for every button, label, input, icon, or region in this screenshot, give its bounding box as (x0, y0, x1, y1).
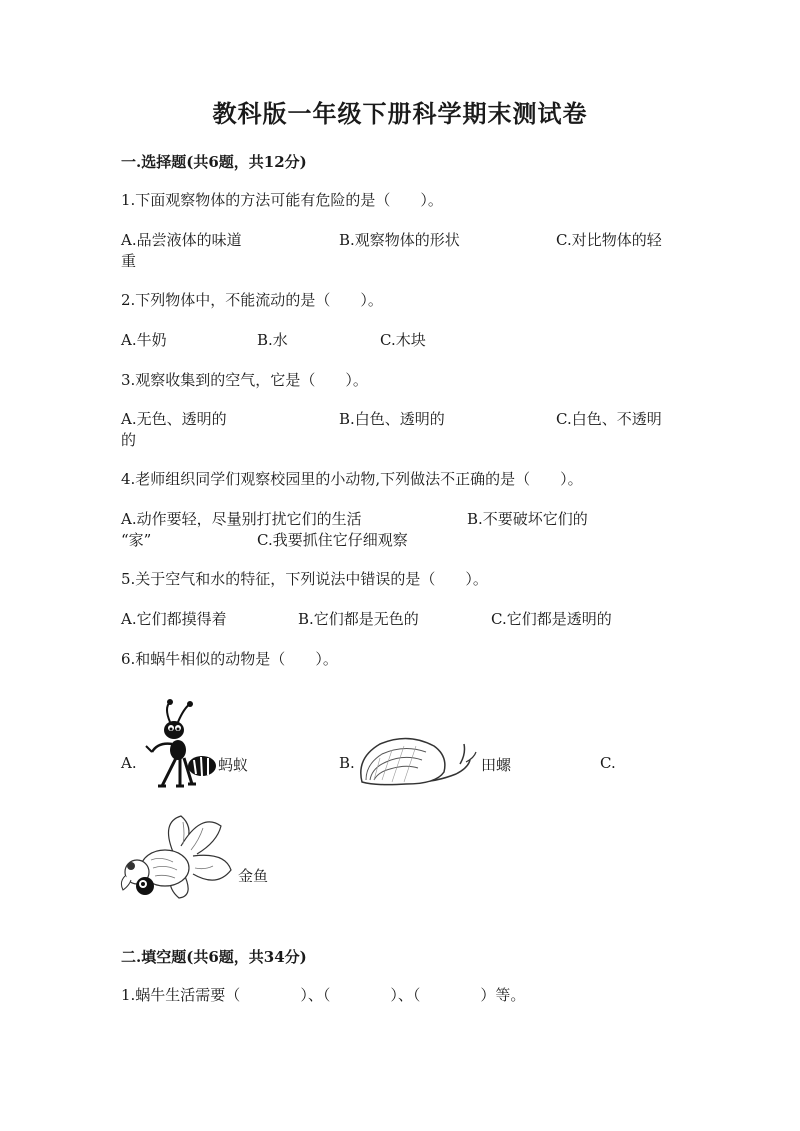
question-3-option-c: C.白色、不透明 (556, 410, 662, 428)
question-6-option-c-letter: C. (600, 754, 616, 772)
question-5-stem: 5.关于空气和水的特征，下列说法中错误的是（ ）。 (121, 570, 488, 588)
fill-question-1-stem: 1.蜗牛生活需要（ ）、（ ）、（ ）等。 (121, 986, 526, 1004)
question-1-option-c: C.对比物体的轻 (556, 231, 662, 249)
question-3-option-b: B.白色、透明的 (339, 410, 445, 428)
question-6-option-b-label: 田螺 (481, 756, 512, 774)
question-3-option-a: A.无色、透明的 (121, 410, 227, 428)
question-3-stem: 3.观察收集到的空气，它是（ ）。 (121, 371, 368, 389)
question-6-option-c-label: 金鱼 (238, 867, 269, 885)
question-6-option-a-letter: A. (121, 754, 137, 772)
question-5-option-a: A.它们都摸得着 (121, 610, 227, 628)
goldfish-illustration (121, 812, 233, 900)
question-1-option-b: B.观察物体的形状 (339, 231, 460, 249)
question-5-option-c: C.它们都是透明的 (491, 610, 612, 628)
question-4-stem: 4.老师组织同学们观察校园里的小动物,下列做法不正确的是（ ）。 (121, 470, 583, 488)
question-2-option-a: A.牛奶 (121, 331, 167, 349)
question-4-option-c: C.我要抓住它仔细观察 (257, 531, 408, 549)
question-4-option-a: A.动作要轻，尽量别打扰它们的生活 (121, 510, 362, 528)
question-2-option-b: B.水 (257, 331, 288, 349)
question-6-option-a-label: 蚂蚁 (218, 756, 249, 774)
section-heading-choice: 一.选择题(共6题，共12分) (121, 153, 307, 171)
question-1-option-c-wrap: 重 (121, 252, 137, 270)
question-2-option-c: C.木块 (380, 331, 426, 349)
page-title: 教科版一年级下册科学期末测试卷 (212, 99, 588, 128)
ant-illustration (140, 700, 220, 788)
question-1-stem: 1.下面观察物体的方法可能有危险的是（ ）。 (121, 191, 443, 209)
question-3-option-c-wrap: 的 (121, 431, 137, 449)
snail-illustration (356, 734, 476, 790)
question-6-stem: 6.和蜗牛相似的动物是（ ）。 (121, 650, 338, 668)
question-1-option-a: A.品尝液体的味道 (121, 231, 242, 249)
question-5-option-b: B.它们都是无色的 (298, 610, 419, 628)
question-2-stem: 2.下列物体中，不能流动的是（ ）。 (121, 291, 383, 309)
question-6-option-b-letter: B. (339, 754, 355, 772)
section-heading-fill-blank: 二.填空题(共6题，共34分) (121, 948, 307, 966)
question-4-option-b-wrap: “家” (121, 531, 152, 549)
question-4-option-b: B.不要破坏它们的 (467, 510, 588, 528)
